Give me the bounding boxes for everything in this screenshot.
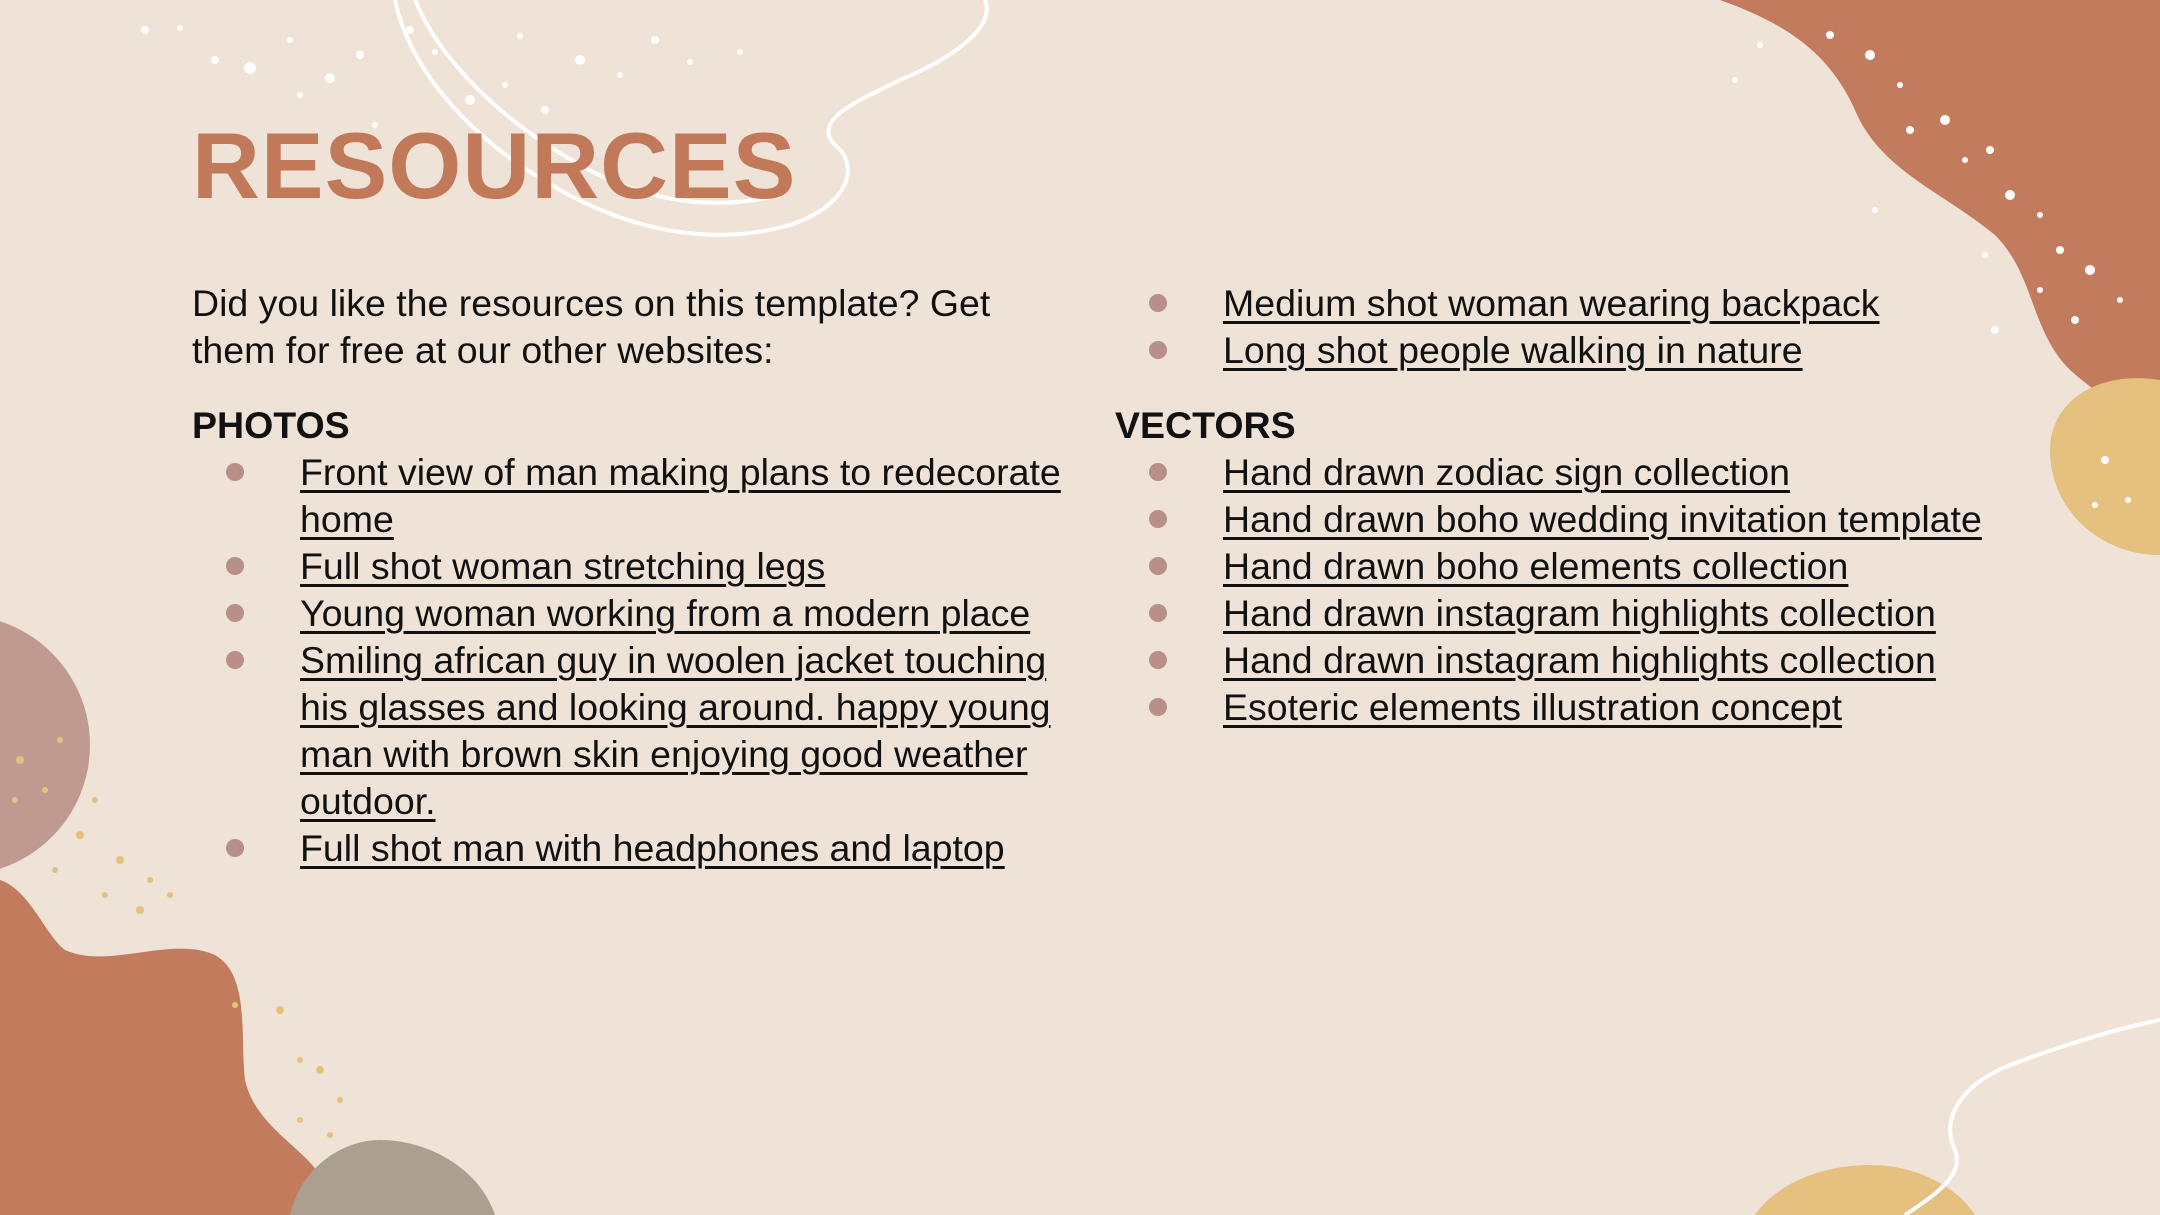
bullet-icon [226, 557, 244, 575]
resource-link-boho-wedding[interactable]: Hand drawn boho wedding invitation template [1223, 498, 1982, 540]
bullet-icon [226, 604, 244, 622]
photos-list [192, 449, 1072, 872]
list-item [192, 590, 1072, 637]
vectors-heading: VECTORS [1115, 404, 1296, 446]
bullet-icon [1149, 341, 1167, 359]
resource-link-people-walking[interactable]: Long shot people walking in nature [1223, 329, 1803, 371]
list-item [192, 449, 1072, 543]
left-column [192, 280, 1072, 872]
intro-text: Did you like the resources on this template? Get them for free at our other websites: [192, 282, 991, 371]
resource-link-woman-stretching[interactable]: Full shot woman stretching legs [300, 545, 826, 587]
resource-link-smiling-african-guy[interactable]: Smiling african guy in woolen jacket touching his glasses and looking around. happy young man with brown skin enjoying good weather outdoor. [300, 639, 1051, 822]
list-item [1115, 543, 1995, 590]
bullet-icon [1149, 698, 1167, 716]
bullet-icon [1149, 463, 1167, 481]
list-item [192, 543, 1072, 590]
bullet-icon [1149, 510, 1167, 528]
list-item [1115, 590, 1995, 637]
bullet-icon [226, 463, 244, 481]
resource-link-instagram-highlights-1[interactable]: Hand drawn instagram highlights collection [1223, 592, 1936, 634]
list-item [1115, 280, 1995, 327]
resource-link-instagram-highlights-2[interactable]: Hand drawn instagram highlights collection [1223, 639, 1936, 681]
bullet-icon [1149, 557, 1167, 575]
bullet-icon [226, 839, 244, 857]
list-item [1115, 327, 1995, 374]
list-item [1115, 496, 1995, 543]
list-item [1115, 449, 1995, 496]
resource-link-woman-backpack[interactable]: Medium shot woman wearing backpack [1223, 282, 1880, 324]
vectors-list [1115, 449, 1995, 731]
list-item [1115, 637, 1995, 684]
page-title: RESOURCES [192, 113, 797, 218]
resource-link-man-headphones[interactable]: Full shot man with headphones and laptop [300, 827, 1005, 869]
bullet-icon [1149, 651, 1167, 669]
list-item [192, 637, 1072, 825]
resource-link-esoteric[interactable]: Esoteric elements illustration concept [1223, 686, 1843, 728]
photos-heading: PHOTOS [192, 404, 350, 446]
resource-link-zodiac[interactable]: Hand drawn zodiac sign collection [1223, 451, 1790, 493]
bullet-icon [1149, 604, 1167, 622]
resource-link-boho-elements[interactable]: Hand drawn boho elements collection [1223, 545, 1849, 587]
bullet-icon [1149, 294, 1167, 312]
resource-link-young-woman-working[interactable]: Young woman working from a modern place [300, 592, 1031, 634]
list-item [1115, 684, 1995, 731]
resource-link-front-view-man[interactable]: Front view of man making plans to redecorate home [300, 451, 1061, 540]
bullet-icon [226, 651, 244, 669]
list-item [192, 825, 1072, 872]
photos-list-continued [1115, 280, 1995, 374]
right-column [1115, 280, 1995, 731]
